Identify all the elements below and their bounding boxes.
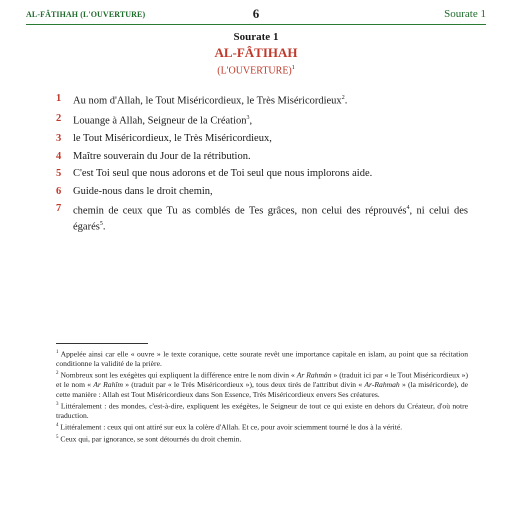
footnote <box>56 433 468 444</box>
verse <box>56 202 468 233</box>
verse-list <box>56 92 468 238</box>
verse-number: 2 <box>56 113 62 124</box>
footnotes <box>56 348 468 445</box>
footnote-ref: 2 <box>341 95 345 101</box>
footnote-number: 5 <box>56 434 59 440</box>
verse-number: 3 <box>56 133 62 144</box>
footnote-text: Littéralement : des mondes, c'est-à-dire, expliquent les exégètes, le Seigneur de tout ce qui existe en dehors du Créateur, d'où notre traduction. <box>56 401 468 421</box>
verse-number: 6 <box>56 185 62 197</box>
header-chapter-title: AL-FÂTIHAH (L'OUVERTURE) <box>26 10 146 19</box>
footnote-term: Ar Rahmân <box>296 370 332 380</box>
verse-text: Louange à Allah, Seigneur de la Création <box>73 115 247 127</box>
verse-text-cont: , ni celui des égarés <box>73 205 468 232</box>
footnote-number: 4 <box>56 423 59 429</box>
footnote <box>56 421 468 432</box>
verse-text: Au nom d'Allah, le Tout Miséricordieux, le Très Miséricordieux <box>73 95 342 107</box>
footnote-text: » (traduit ici par « le Tout Miséricordieux ») et le nom « <box>56 370 469 390</box>
sourate-number-label: Sourate 1 <box>233 31 279 43</box>
verse-number: 5 <box>56 168 62 179</box>
footnote-text: » (la miséricorde), de cette manière : Allah est Tout Miséricordieux dans Son Essence, Très Miséricordieux envers Ses créatures. <box>56 380 468 399</box>
footnote-text: Nombreux sont les exégètes qui expliquent la différence entre le nom divin « <box>60 370 295 380</box>
footnote-text: Littéralement : ceux qui ont attiré sur eux la colère d'Allah. Et ce, pour avoir sciemment tourné le dos à la vérité. <box>60 422 403 432</box>
verse-text: le Tout Miséricordieux, le Très Miséricordieux, <box>73 133 272 144</box>
verse <box>56 150 468 163</box>
header-sourate-label: Sourate 1 <box>444 8 486 20</box>
footnote-ref: 5 <box>99 220 103 227</box>
sourate-name: AL-FÂTIHAH <box>214 45 298 60</box>
footnote-term: Ar-Rahmah <box>364 380 400 390</box>
page-number: 6 <box>252 6 260 21</box>
verse <box>56 132 468 145</box>
footnote-text: Ceux qui, par ignorance, se sont détournés du droit chemin. <box>60 434 242 444</box>
footnote-ref: 4 <box>406 205 410 211</box>
footnote-text: » (traduit par « le Très Miséricordieux »), tous deux tirés de l'attribut divin « <box>125 380 363 390</box>
verse-number: 4 <box>56 150 62 162</box>
verse-punct: . <box>102 221 106 232</box>
footnote-number: 1 <box>56 350 59 355</box>
verse-number: 7 <box>56 203 62 214</box>
footnote-number: 2 <box>56 371 59 377</box>
header-rule <box>26 24 486 25</box>
verse-punct: , <box>249 115 253 127</box>
verse <box>56 185 468 198</box>
verse-text: C'est Toi seul que nous adorons et de Toi seul que nous implorons aide. <box>73 168 373 179</box>
verse <box>56 92 468 108</box>
verse-number: 1 <box>56 93 62 104</box>
footnote-number: 3 <box>56 402 59 408</box>
sourate-subtitle-text: (L'OUVERTURE) <box>217 65 292 77</box>
sourate-subtitle <box>0 62 512 77</box>
footnote-ref: 1 <box>291 65 295 71</box>
footnote <box>56 400 468 421</box>
footnote <box>56 369 468 399</box>
sourate-title-block <box>0 31 512 77</box>
verse-text: chemin de ceux que Tu as comblés de Tes grâces, non celui des réprouvés <box>73 205 407 217</box>
footnote-text: Appelée ainsi car elle « ouvre » le texte coranique, cette sourate revêt une importance capitale en islam, au point que sa récitation conditionne la validité de la prière. <box>56 349 468 369</box>
verse-punct: . <box>344 95 348 107</box>
footnote-ref: 3 <box>246 115 250 121</box>
verse-text: Maître souverain du Jour de la rétribution. <box>73 150 251 162</box>
running-header <box>26 6 486 22</box>
footnote-separator <box>56 343 148 344</box>
verse <box>56 167 468 180</box>
footnote <box>56 348 468 369</box>
verse <box>56 112 468 128</box>
footnote-term: Ar Rahîm <box>93 380 123 390</box>
verse-text: Guide-nous dans le droit chemin, <box>73 185 213 197</box>
